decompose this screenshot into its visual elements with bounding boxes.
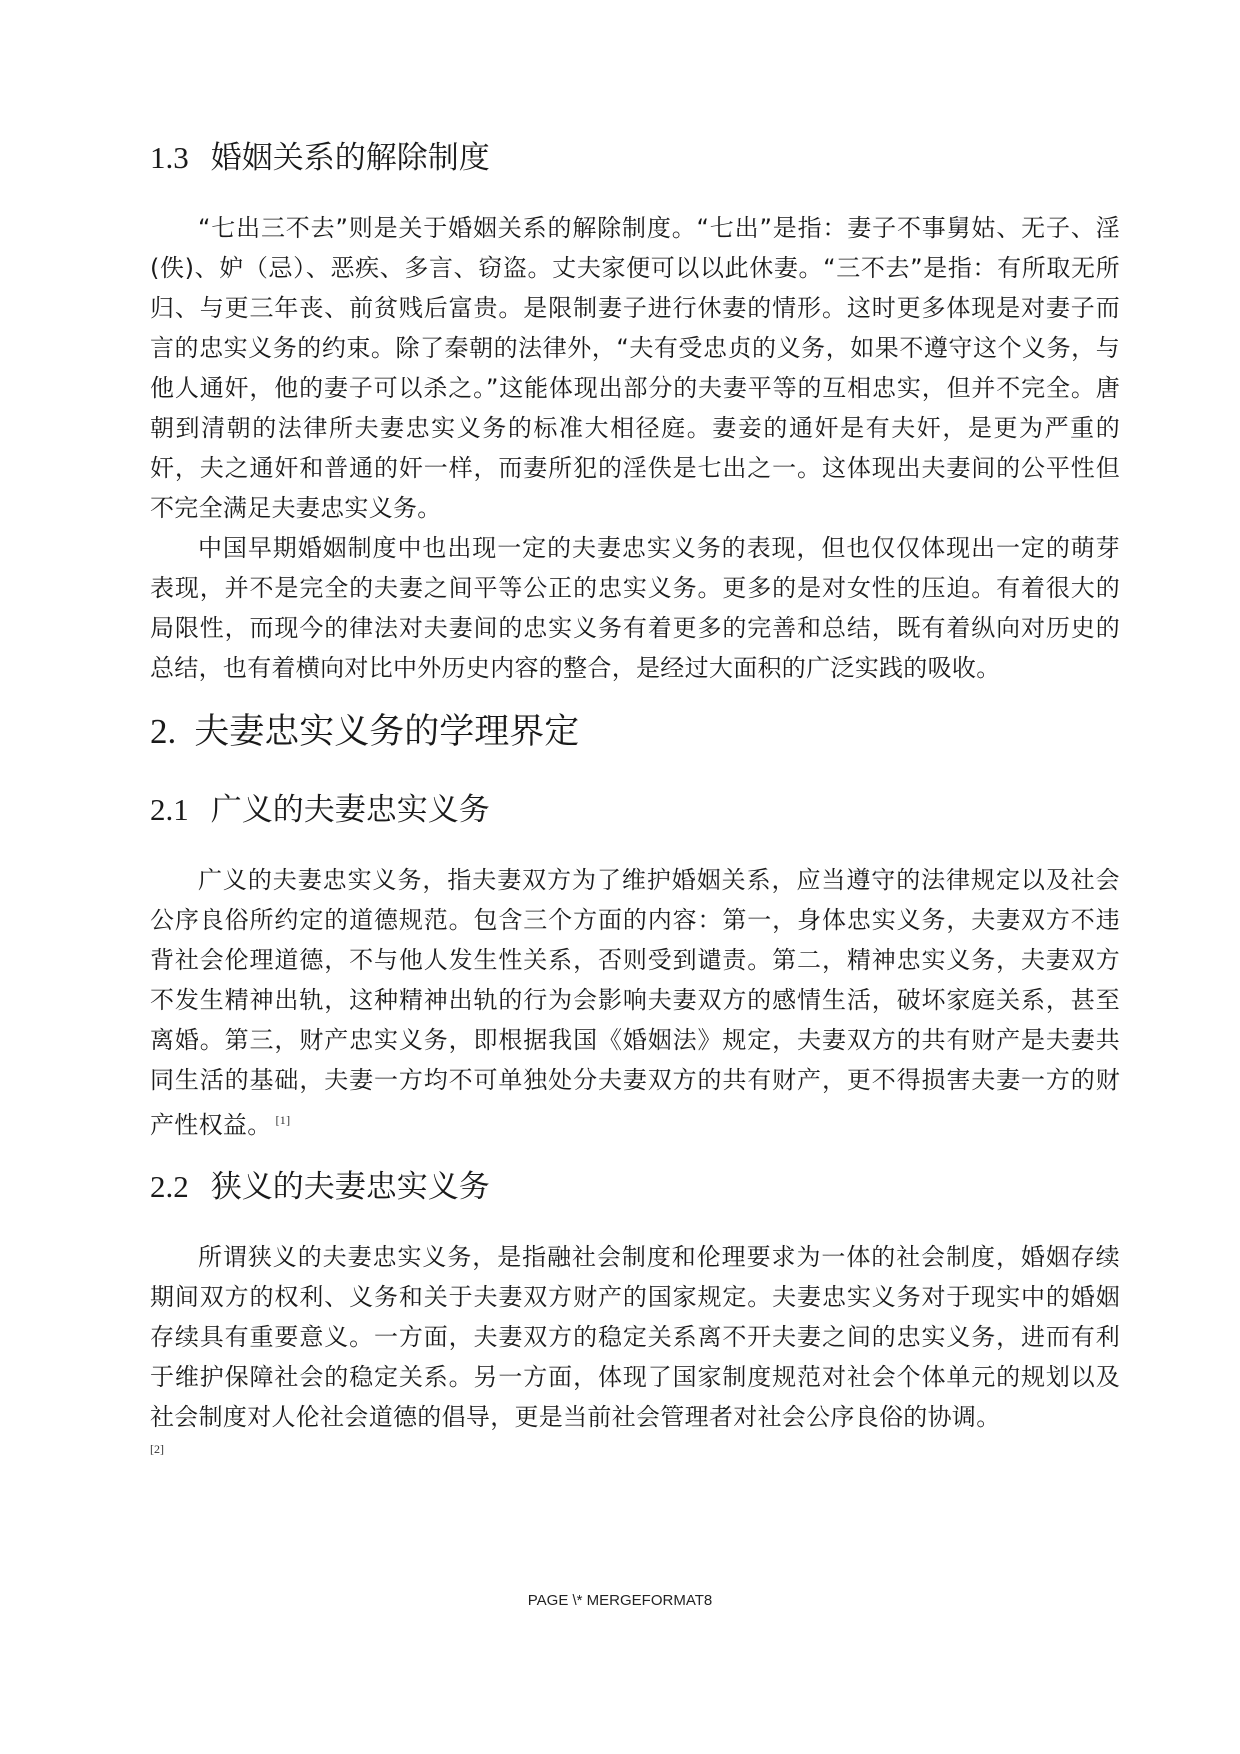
section-title: 婚姻关系的解除制度 xyxy=(210,140,490,176)
page-content xyxy=(150,138,1120,1459)
citation-marker: [1] xyxy=(275,1113,291,1127)
chapter-number: 2. xyxy=(150,712,177,751)
paragraph: 所谓狭义的夫妻忠实义务，是指融社会制度和伦理要求为一体的社会制度，婚姻存续期间双方的权利、义务和关于夫妻双方财产的国家规定。夫妻忠实义务对于现实中的婚姻存续具有重要意义。一方面，夫妻双方的稳定关系离不开夫妻之间的忠实义务，进而有利于维护保障社会的稳定关系。另一方面，体现了国家制度规范对社会个体单元的规划以及社会制度对人伦社会道德的倡导，更是当前社会管理者对社会公序良俗的协调。 xyxy=(150,1243,1120,1431)
section-heading-2-1 xyxy=(150,790,1120,830)
section-heading-2-2 xyxy=(150,1167,1120,1207)
section-title: 狭义的夫妻忠实义务 xyxy=(210,1169,490,1205)
section-title: 广义的夫妻忠实义务 xyxy=(210,792,490,828)
section-number: 1.3 xyxy=(150,140,189,175)
paragraph: 中国早期婚姻制度中也出现一定的夫妻忠实义务的表现，但也仅仅体现出一定的萌芽表现，并不是完全的夫妻之间平等公正的忠实义务。更多的是对女性的压迫。有着很大的局限性，而现今的律法对夫妻间的忠实义务有着更多的完善和总结，既有着纵向对历史的总结，也有着横向对比中外历史内容的整合，是经过大面积的广泛实践的吸收。 xyxy=(150,534,1120,682)
chapter-title: 夫妻忠实义务的学理界定 xyxy=(194,712,580,752)
section-number: 2.2 xyxy=(150,1169,189,1204)
paragraph: “七出三不去”则是关于婚姻关系的解除制度。“七出”是指：妻子不事舅姑、无子、淫(佚)、妒（忌）、恶疾、多言、窃盗。丈夫家便可以以此休妻。“三不去”是指：有所取无所归、与更三年丧、前贫贱后富贵。是限制妻子进行休妻的情形。这时更多体现是对妻子而言的忠实义务的约束。除了秦朝的法律外，“夫有受忠贞的义务，如果不遵守这个义务，与他人通奸，他的妻子可以杀之。”这能体现出部分的夫妻平等的互相忠实，但并不完全。唐朝到清朝的法律所夫妻忠实义务的标准大相径庭。妻妾的通奸是有夫奸，是更为严重的奸，夫之通奸和普通的奸一样，而妻所犯的淫佚是七出之一。这体现出夫妻间的公平性但不完全满足夫妻忠实义务。 xyxy=(150,214,1120,522)
section-number: 2.1 xyxy=(150,792,189,827)
paragraph-text: 广义的夫妻忠实义务，指夫妻双方为了维护婚姻关系，应当遵守的法律规定以及社会公序良俗所约定的道德规范。包含三个方面的内容：第一，身体忠实义务，夫妻双方不违背社会伦理道德，不与他人发生性关系，否则受到谴责。第二，精神忠实义务，夫妻双方不发生精神出轨，这种精神出轨的行为会影响夫妻双方的感情生活，破坏家庭关系，甚至离婚。第三，财产忠实义务，即根据我国《婚姻法》规定，夫妻双方的共有财产是夫妻共同生活的基础，夫妻一方均不可单独处分夫妻双方的共有财产，更不得损害夫妻一方的财产性权益。 xyxy=(150,866,1120,1139)
section-heading-1-3 xyxy=(150,138,1120,178)
chapter-heading-2 xyxy=(150,710,1120,754)
page-footer: PAGE \* MERGEFORMAT8 xyxy=(527,1592,713,1609)
citation-marker: [2] xyxy=(150,1442,164,1456)
paragraph xyxy=(150,860,1120,1145)
